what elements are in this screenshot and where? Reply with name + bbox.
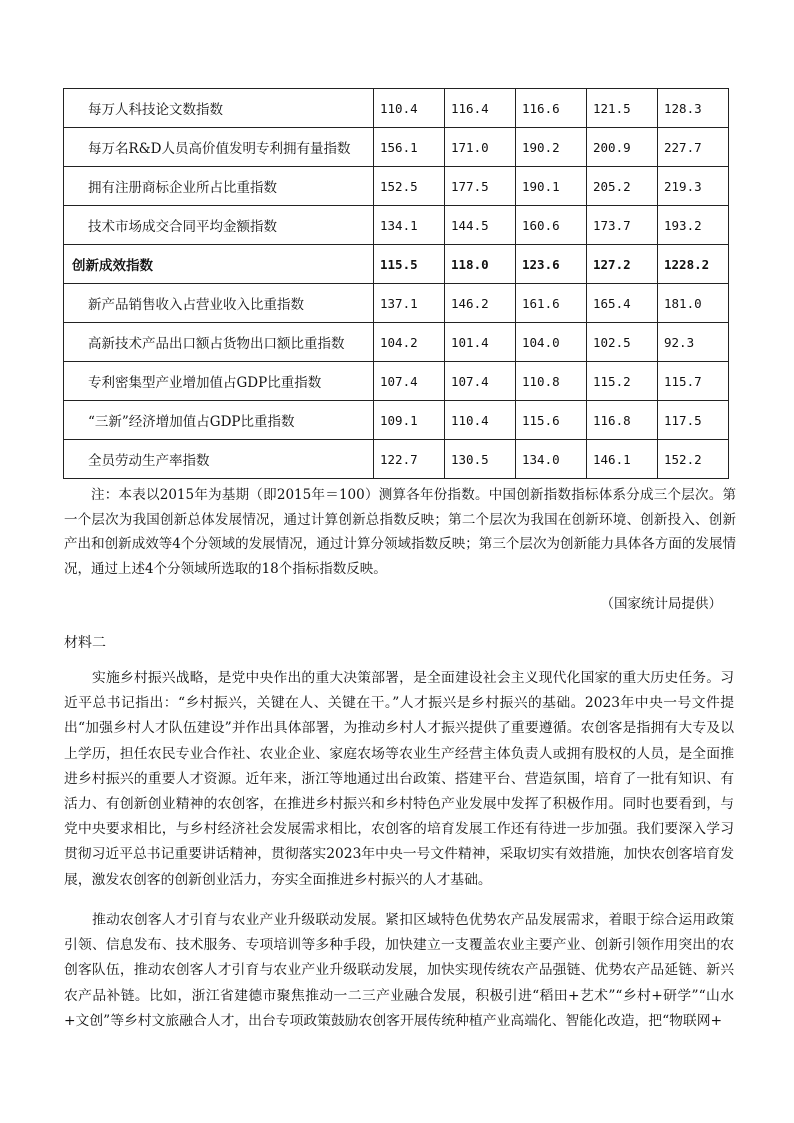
index-value-cell: 193.2 [658,206,729,245]
index-value-cell: 110.4 [374,89,445,128]
index-value-cell: 160.6 [516,206,587,245]
index-value-cell: 152.5 [374,167,445,206]
table-row [64,206,729,245]
table-row [64,89,729,128]
index-value-cell: 171.0 [445,128,516,167]
index-value-cell: 130.5 [445,440,516,479]
table-row [64,284,729,323]
index-value-cell: 144.5 [445,206,516,245]
index-value-cell: 161.6 [516,284,587,323]
index-value-cell: 200.9 [587,128,658,167]
index-value-cell: 115.2 [587,362,658,401]
row-label: 专利密集型产业增加值占GDP比重指数 [64,362,374,401]
index-value-cell: 115.7 [658,362,729,401]
body-paragraph-2: 推动农创客人才引育与农业产业升级联动发展。紧扣区域特色优势农产品发展需求，着眼于综合运用政策引领、信息发布、技术服务、专项培训等多种手段，加快建立一支覆盖农业主要产业、创新引领作用突出的农创客队伍，推动农创客人才引育与农业产业升级联动发展，加快实现传统农产品强链、优势农产品延链、新兴农产品补链。比如，浙江省建德市聚焦推动一二三产业融合发展，积极引进“稻田+艺术”“乡村+研学”“山水+文创”等乡村文旅融合人才，出台专项政策鼓励农创客开展传统种植产业高端化、智能化改造，把“物联网+ [64,912,734,1029]
index-value-cell: 177.5 [445,167,516,206]
table-note: 注：本表以2015年为基期（即2015年＝100）测算各年份指数。中国创新指数指标体系分成三个层次。第一个层次为我国创新总体发展情况，通过计算创新总指数反映；第二个层次为我国在创新环境、创新投入、创新产出和创新成效等4个分领域的发展情况，通过计算分领域指数反映；第三个层次为创新能力具体各方面的发展情况，通过上述4个分领域所选取的18个指标指数反映。 [64,487,736,577]
index-value-cell: 1228.2 [658,245,729,284]
index-value-cell: 134.1 [374,206,445,245]
index-value-cell: 190.2 [516,128,587,167]
index-value-cell: 152.2 [658,440,729,479]
index-value-cell: 117.5 [658,401,729,440]
index-value-cell: 219.3 [658,167,729,206]
index-value-cell: 227.7 [658,128,729,167]
index-value-cell: 110.8 [516,362,587,401]
innovation-index-table [63,88,729,479]
index-value-cell: 137.1 [374,284,445,323]
table-row [64,323,729,362]
index-value-cell: 116.6 [516,89,587,128]
index-value-cell: 122.7 [374,440,445,479]
index-value-cell: 146.1 [587,440,658,479]
index-value-cell: 165.4 [587,284,658,323]
index-value-cell: 104.2 [374,323,445,362]
body-paragraph-1: 实施乡村振兴战略，是党中央作出的重大决策部署，是全面建设社会主义现代化国家的重大历史任务。习近平总书记指出：“乡村振兴，关键在人、关键在干。”人才振兴是乡村振兴的基础。2023年中央一号文件提出“加强乡村人才队伍建设”并作出具体部署，为推动乡村人才振兴提供了重要遵循。农创客是指拥有大专及以上学历，担任农民专业合作社、农业企业、家庭农场等农业生产经营主体负责人或拥有股权的人员，是全面推进乡村振兴的重要人才资源。近年来，浙江等地通过出台政策、搭建平台、营造氛围，培育了一批有知识、有活力、有创新创业精神的农创客，在推进乡村振兴和乡村特色产业发展中发挥了积极作用。同时也要看到，与党中央要求相比，与乡村经济社会发展需求相比，农创客的培育发展工作还有待进一步加强。我们要深入学习贯彻习近平总书记重要讲话精神，贯彻落实2023年中央一号文件精神，采取切实有效措施，加快农创客培育发展，激发农创客的创新创业活力，夯实全面推进乡村振兴的人才基础。 [64,670,734,888]
index-value-cell: 101.4 [445,323,516,362]
table-row [64,362,729,401]
index-value-cell: 116.8 [587,401,658,440]
index-value-cell: 123.6 [516,245,587,284]
row-label: 拥有注册商标企业所占比重指数 [64,167,374,206]
index-value-cell: 110.4 [445,401,516,440]
index-value-cell: 107.4 [374,362,445,401]
row-label: 每万名R&D人员高价值发明专利拥有量指数 [64,128,374,167]
table-row [64,128,729,167]
index-value-cell: 156.1 [374,128,445,167]
row-label: “三新”经济增加值占GDP比重指数 [64,401,374,440]
index-value-cell: 115.6 [516,401,587,440]
index-value-cell: 104.0 [516,323,587,362]
table-row [64,245,729,284]
index-value-cell: 127.2 [587,245,658,284]
index-value-cell: 118.0 [445,245,516,284]
index-value-cell: 109.1 [374,401,445,440]
index-value-cell: 205.2 [587,167,658,206]
index-value-cell: 134.0 [516,440,587,479]
index-value-cell: 190.1 [516,167,587,206]
row-label: 全员劳动生产率指数 [64,440,374,479]
index-value-cell: 116.4 [445,89,516,128]
table-row [64,167,729,206]
index-value-cell: 181.0 [658,284,729,323]
index-value-cell: 107.4 [445,362,516,401]
row-label: 高新技术产品出口额占货物出口额比重指数 [64,323,374,362]
row-label: 创新成效指数 [64,245,374,284]
row-label: 每万人科技论文数指数 [64,89,374,128]
source-credit: （国家统计局提供） [600,596,722,612]
index-value-cell: 121.5 [587,89,658,128]
section-heading: 材料二 [64,635,106,651]
table-row [64,401,729,440]
index-value-cell: 128.3 [658,89,729,128]
index-value-cell: 102.5 [587,323,658,362]
index-value-cell: 115.5 [374,245,445,284]
index-value-cell: 173.7 [587,206,658,245]
row-label: 新产品销售收入占营业收入比重指数 [64,284,374,323]
index-value-cell: 92.3 [658,323,729,362]
row-label: 技术市场成交合同平均金额指数 [64,206,374,245]
table-row [64,440,729,479]
index-value-cell: 146.2 [445,284,516,323]
